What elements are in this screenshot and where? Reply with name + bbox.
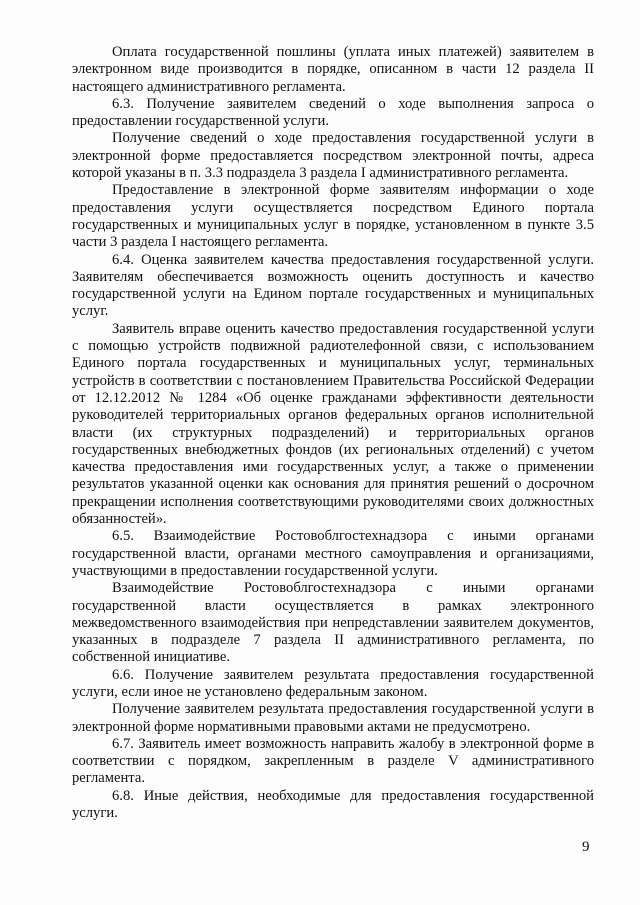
paragraph-6-6-result: Получение заявителем результата предоставления государственной услуги в электронной форме нормативными правовыми актами не предусмотрено. (72, 701, 594, 735)
paragraph-6-8: 6.8. Иные действия, необходимые для предоставления государственной услуги. (72, 787, 594, 822)
paragraph-6-4-evaluation: Заявитель вправе оценить качество предоставления государственной услуги с помощью устройств подвижной радиотелефонной связи, с использованием Единого портала государственных и муниципальных услуг, терминальных устройств в соответствии с постановлением Правительства Российской Федерации от 12.12.2012 № 1284 «Об оценке гражданами эффективности деятельности руководителей территориальных органов федеральных органов исполнительной власти (их структурных подразделений) и территориальных органов государственных внебюджетных фондов (их региональных отделений) с учетом качества предоставления ими государственных услуг, а также о применении результатов указанной оценки как основания для принятия решений о досрочном прекращении исполнения соответствующими руководителями своих должностных обязанностей». (72, 320, 594, 528)
paragraph-payment: Оплата государственной пошлины (уплата иных платежей) заявителем в электронном виде производится в порядке, описанном в части 12 раздела II настоящего административного регламента. (72, 44, 594, 95)
paragraph-6-5-heading: 6.5. Взаимодействие Ростовоблгостехнадзора с иными органами государственной власти, органами местного самоуправления и организациями, участвующими в предоставлении государственной услуги. (72, 528, 594, 579)
paragraph-6-5-interaction: Взаимодействие Ростовоблгостехнадзора с иными органами государственной власти осуществляется в рамках электронного межведомственного взаимодействия при непредставлении заявителем документов, указанных в подразделе 7 раздела II административного регламента, по собственной инициативе. (72, 580, 594, 666)
paragraph-6-3-portal: Предоставление в электронной форме заявителям информации о ходе предоставления услуги осуществляется посредством Единого портала государственных и муниципальных услуг в порядке, установленном в пункте 3.5 части 3 раздела I настоящего регламента. (72, 182, 594, 251)
paragraph-6-6-heading: 6.6. Получение заявителем результата предоставления государственной услуги, если иное не установлено федеральным законом. (72, 666, 594, 700)
paragraph-6-3-heading: 6.3. Получение заявителем сведений о ходе выполнения запроса о предоставлении государственной услуги. (72, 95, 594, 130)
paragraph-6-3-email: Получение сведений о ходе предоставления государственной услуги в электронной форме предоставляется посредством электронной почты, адреса которой указаны в п. 3.3 подраздела 3 раздела I административного регламента. (72, 130, 594, 182)
paragraph-6-7: 6.7. Заявитель имеет возможность направить жалобу в электронной форме в соответствии с порядком, закрепленным в разделе V административного регламента. (72, 735, 594, 787)
page-number: 9 (582, 839, 590, 855)
document-body (72, 44, 594, 822)
paragraph-6-4: 6.4. Оценка заявителем качества предоставления государственной услуги. Заявителям обеспечивается возможность оценить доступность и качество государственной услуги на Едином портале государственных и муниципальных услуг. (72, 251, 594, 320)
